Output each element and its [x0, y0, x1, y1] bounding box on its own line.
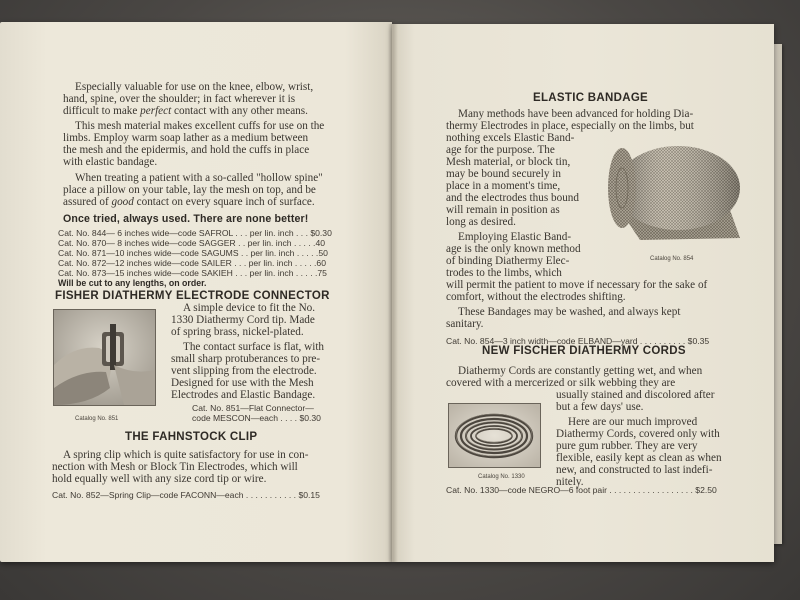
price-line-873: Cat. No. 873—15 inches wide—code SAKIEH . . . per lin. inch . . . . .75: [58, 268, 327, 278]
electrode-connector-photo: [53, 309, 156, 406]
bandage-line-10: long as desired.: [446, 216, 516, 228]
connector-line-6: vent slipping from the electrode.: [171, 365, 317, 377]
cords-line-4: but a few days' use.: [556, 401, 644, 413]
intro-line-1: Especially valuable for use on the knee, elbow, wrist,: [75, 81, 314, 93]
connector-heading: FISHER DIATHERMY ELECTRODE CONNECTOR: [55, 290, 330, 302]
cords-line-10: nitely.: [556, 476, 584, 488]
connector-line-1: A simple device to fit the No.: [183, 302, 316, 314]
bandage-caption: Catalog No. 854: [650, 256, 694, 262]
fahnstock-heading: THE FAHNSTOCK CLIP: [125, 431, 258, 443]
connector-line-5: small sharp protuberances to pre-: [171, 353, 321, 365]
fahnstock-line-1: A spring clip which is quite satisfactory for use in con-: [63, 449, 309, 461]
hollow-line-1: When treating a patient with a so-called "hollow spine": [75, 172, 323, 184]
elastic-bandage-roll-photo: [600, 140, 745, 252]
mesh-line-3: the mesh and the epidermis, and hold the cuffs in place: [63, 144, 310, 156]
fahnstock-line-2: nection with Mesh or Block Tin Electrodes, which will: [52, 461, 298, 473]
connector-caption: Catalog No. 851: [75, 416, 119, 422]
cords-caption: Catalog No. 1330: [478, 474, 525, 480]
bandage-line-18: sanitary.: [446, 318, 484, 330]
bandage-line-5: Mesh material, or block tin,: [446, 156, 571, 168]
hollow-line-3: assured of good contact on every square inch of surface.: [63, 196, 315, 208]
bandage-line-15: will permit the patient to move if necessary for the sake of: [446, 279, 708, 291]
bandage-cat-line: Cat. No. 854—3 inch width—code ELBAND—yard . . . . . . . . . . $0.35: [446, 336, 710, 346]
cords-line-9: new, and constructed to last indefi-: [556, 464, 713, 476]
mesh-line-4: with elastic bandage.: [63, 156, 158, 168]
hollow-emphasis: good: [111, 196, 134, 208]
cords-line-7: pure gum rubber. They are very: [556, 440, 698, 452]
mesh-line-1: This mesh material makes excellent cuffs for use on the: [75, 120, 325, 132]
connector-cat-line-1: Cat. No. 851—Flat Connector—: [192, 403, 314, 413]
cords-line-3: usually stained and discolored after: [556, 389, 715, 401]
bandage-line-2: thermy Electrodes in place, especially on the limbs, but: [446, 120, 694, 132]
bandage-heading: ELASTIC BANDAGE: [533, 92, 649, 104]
bandage-line-11: Employing Elastic Band-: [458, 231, 572, 243]
cords-line-1: Diathermy Cords are constantly getting wet, and when: [458, 365, 703, 377]
intro-line-2: hand, spine, over the shoulder; in fact wherever it is: [63, 93, 296, 105]
cords-cat-line: Cat. No. 1330—code NEGRO—6 foot pair . . . . . . . . . . . . . . . . . . $2.50: [446, 485, 717, 495]
cords-line-2: covered with a mercerized or silk webbing they are: [446, 377, 676, 389]
price-line-844: Cat. No. 844— 6 inches wide—code SAFROL . . . per lin. inch . . . $0.30: [58, 228, 332, 238]
connector-line-7: Designed for use with the Mesh: [171, 377, 314, 389]
connector-line-8: Electrodes and Elastic Bandage.: [171, 389, 316, 401]
slogan: Once tried, always used. There are none better!: [63, 213, 309, 225]
mesh-line-2: limbs. Employ warm soap lather as a medium between: [63, 132, 309, 144]
book-gutter: [388, 24, 398, 562]
cords-line-5: Here are our much improved: [568, 416, 698, 428]
intro-emphasis: perfect: [140, 105, 172, 117]
bandage-line-6: may be bound securely in: [446, 168, 561, 180]
cords-line-6: Diathermy Cords, covered only with: [556, 428, 720, 440]
cords-line-8: flexible, easily kept as clean as when: [556, 452, 722, 464]
bandage-line-9: will remain in position as: [446, 204, 560, 216]
bandage-line-12: age is the only known method: [446, 243, 581, 255]
price-line-870: Cat. No. 870— 8 inches wide—code SAGGER . . per lin. inch . . . . .40: [58, 238, 326, 248]
price-line-872: Cat. No. 872—12 inches wide—code SAILER . . . per lin. inch . . . . .60: [58, 258, 326, 268]
bandage-line-14: trodes to the limbs, which: [446, 267, 562, 279]
connector-line-3: of spring brass, nickel-plated.: [171, 326, 304, 338]
fahnstock-cat-line: Cat. No. 852—Spring Clip—code FACONN—each . . . . . . . . . . . $0.15: [52, 490, 320, 500]
cut-note: Will be cut to any lengths, on order.: [58, 278, 207, 288]
intro-line-3: difficult to make perfect contact with any other means.: [63, 105, 308, 117]
bandage-line-13: of binding Diathermy Elec-: [446, 255, 570, 267]
coiled-cord-photo: [448, 403, 541, 468]
bandage-line-17: These Bandages may be washed, and always kept: [458, 306, 681, 318]
bandage-line-1: Many methods have been advanced for holding Dia-: [458, 108, 694, 120]
fahnstock-line-3: hold equally well with any size cord tip or wire.: [52, 473, 267, 485]
connector-line-4: The contact surface is flat, with: [183, 341, 325, 353]
bandage-line-4: age for the purpose. The: [446, 144, 555, 156]
price-line-871: Cat. No. 871—10 inches wide—code SAGUMS . . per lin. inch . . . . .50: [58, 248, 328, 258]
bandage-line-3: nothing excels Elastic Band-: [446, 132, 575, 144]
hollow-line-2: place a pillow on your table, lay the mesh on top, and be: [63, 184, 316, 196]
cords-heading: NEW FISCHER DIATHERMY CORDS: [482, 345, 686, 357]
connector-line-2: 1330 Diathermy Cord tip. Made: [171, 314, 315, 326]
connector-cat-line-2: code MESCON—each . . . . $0.30: [192, 413, 321, 423]
bandage-line-16: comfort, without the electrodes shifting.: [446, 291, 626, 303]
bandage-line-8: and the electrodes thus bound: [446, 192, 579, 204]
bandage-line-7: place in a moment's time,: [446, 180, 561, 192]
